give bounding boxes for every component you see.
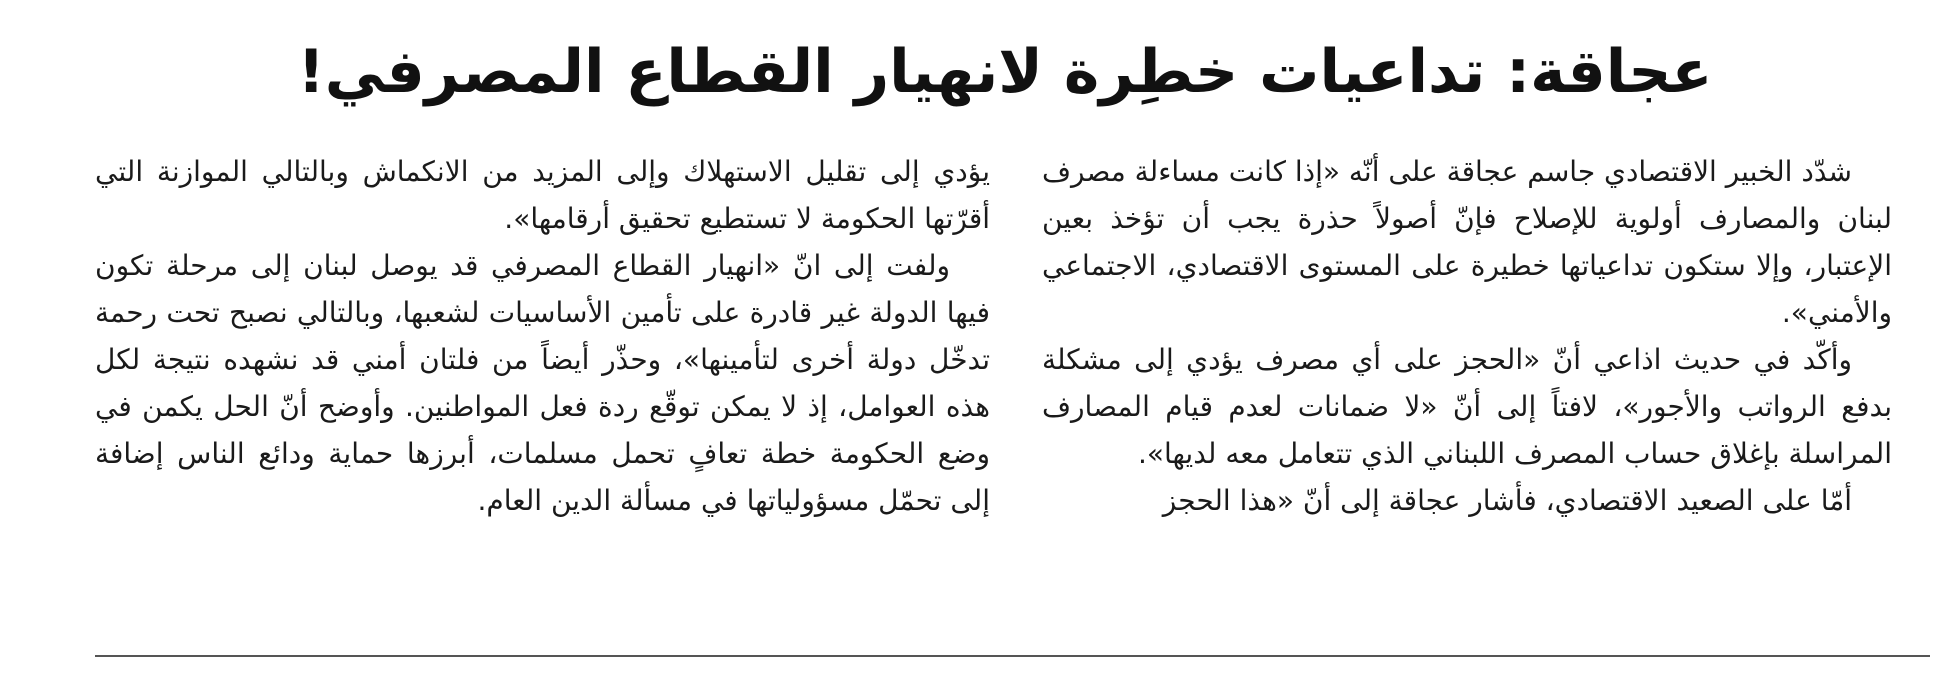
- article-column-left: [95, 148, 990, 524]
- article-paragraph: ولفت إلى انّ «انهيار القطاع المصرفي قد يوصل لبنان إلى مرحلة تكون فيها الدولة غير قادرة على تأمين الأساسيات لشعبها، وبالتالي نصبح تحت رحمة تدخّل دولة أخرى لتأمينها»، وحذّر أيضاً من فلتان أمني قد نشهده نتيجة لكل هذه العوامل، إذ لا يمكن توقّع ردة فعل المواطنين. وأوضح أنّ الحل يكمن في وضع الحكومة خطة تعافٍ تحمل مسلمات، أبرزها حماية ودائع الناس إضافة إلى تحمّل مسؤولياتها في مسألة الدين العام.: [95, 249, 990, 517]
- article-paragraph: أمّا على الصعيد الاقتصادي، فأشار عجاقة إلى أنّ «هذا الحجز: [1162, 484, 1852, 517]
- article-paragraph: يؤدي إلى تقليل الاستهلاك وإلى المزيد من الانكماش وبالتالي الموازنة التي أقرّتها الحكومة لا تستطيع تحقيق أرقامها».: [95, 155, 990, 235]
- article-paragraph: وأكّد في حديث اذاعي أنّ «الحجز على أي مصرف يؤدي إلى مشكلة بدفع الرواتب والأجور»، لافتاً إلى أنّ «لا ضمانات لعدم قيام المصارف المراسلة بإغلاق حساب المصرف اللبناني الذي تتعامل معه لديها».: [1042, 343, 1892, 470]
- article-headline: عجاقة: تداعيات خطِرة لانهيار القطاع المصرفي!: [297, 37, 1713, 107]
- article-paragraph: شدّد الخبير الاقتصادي جاسم عجاقة على أنّه «إذا كانت مساءلة مصرف لبنان والمصارف أولوية للإصلاح فإنّ أصولاً حذرة يجب أن تؤخذ بعين الإعتبار، وإلا ستكون تداعياتها خطيرة على المستوى الاقتصادي، الاجتماعي والأمني».: [1042, 155, 1892, 329]
- bottom-divider: [95, 655, 1930, 657]
- article-column-right: [1042, 148, 1892, 524]
